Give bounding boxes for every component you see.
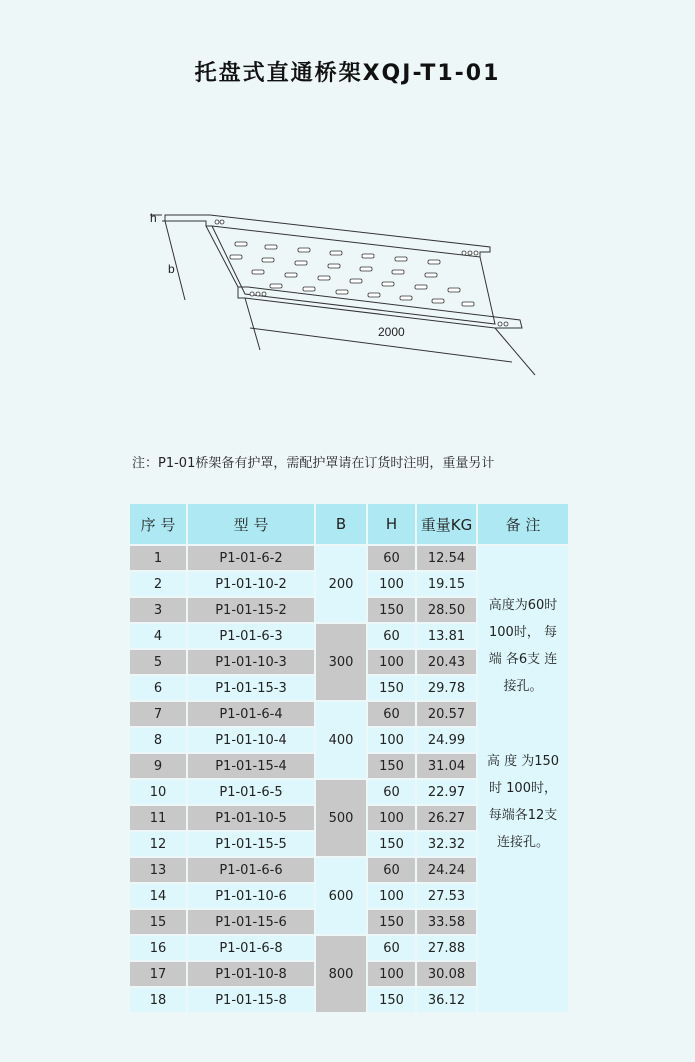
label-b: b	[168, 262, 175, 276]
cell-h: 100	[368, 884, 415, 908]
cell-h: 150	[368, 676, 415, 700]
cell-weight: 26.27	[417, 806, 476, 830]
cell-no: 8	[130, 728, 186, 752]
cell-no: 6	[130, 676, 186, 700]
cell-h: 100	[368, 806, 415, 830]
page-title: 托盘式直通桥架XQJ-T1-01	[194, 61, 501, 86]
cell-h: 100	[368, 650, 415, 674]
table-header-row	[130, 504, 568, 544]
cell-b: 600	[316, 858, 366, 934]
back-rail	[165, 215, 490, 257]
header-remark: 备 注	[478, 504, 568, 544]
cell-h: 60	[368, 936, 415, 960]
cell-weight: 24.24	[417, 858, 476, 882]
cell-weight: 31.04	[417, 754, 476, 778]
cell-no: 1	[130, 546, 186, 570]
cell-model: P1-01-10-8	[188, 962, 314, 986]
cell-weight: 29.78	[417, 676, 476, 700]
remark-line: 接孔。	[503, 679, 543, 694]
cell-model: P1-01-6-6	[188, 858, 314, 882]
cell-no: 16	[130, 936, 186, 960]
remark-line: 高 度 为150	[486, 754, 560, 769]
spec-table	[128, 502, 570, 1014]
cell-model: P1-01-15-5	[188, 832, 314, 856]
remark-line: 高度为60时	[488, 598, 558, 613]
cell-weight: 22.97	[417, 780, 476, 804]
header-model: 型 号	[188, 504, 314, 544]
table-row	[130, 546, 568, 570]
cell-model: P1-01-15-3	[188, 676, 314, 700]
cable-tray-diagram	[140, 200, 550, 390]
remark-line: 连接孔。	[496, 835, 549, 850]
label-h: h	[150, 211, 157, 225]
cell-b: 200	[316, 546, 366, 622]
cell-weight: 20.43	[417, 650, 476, 674]
cell-weight: 27.88	[417, 936, 476, 960]
cell-model: P1-01-10-4	[188, 728, 314, 752]
cell-model: P1-01-6-4	[188, 702, 314, 726]
cell-model: P1-01-10-3	[188, 650, 314, 674]
cell-model: P1-01-10-2	[188, 572, 314, 596]
remark-60-100	[478, 592, 568, 700]
cell-no: 15	[130, 910, 186, 934]
cell-model: P1-01-6-3	[188, 624, 314, 648]
cell-no: 2	[130, 572, 186, 596]
cell-h: 150	[368, 910, 415, 934]
cell-no: 13	[130, 858, 186, 882]
cell-weight: 32.32	[417, 832, 476, 856]
cell-weight: 27.53	[417, 884, 476, 908]
cell-h: 60	[368, 546, 415, 570]
cell-model: P1-01-10-5	[188, 806, 314, 830]
cell-weight: 24.99	[417, 728, 476, 752]
header-weight: 重量KG	[417, 504, 476, 544]
cell-no: 7	[130, 702, 186, 726]
cell-h: 60	[368, 858, 415, 882]
cell-model: P1-01-15-4	[188, 754, 314, 778]
cell-weight: 36.12	[417, 988, 476, 1012]
header-no: 序 号	[130, 504, 186, 544]
cell-no: 4	[130, 624, 186, 648]
remark-line: 端 各6支 连	[488, 652, 558, 667]
cell-no: 17	[130, 962, 186, 986]
cell-model: P1-01-6-2	[188, 546, 314, 570]
cell-weight: 13.81	[417, 624, 476, 648]
cell-no: 18	[130, 988, 186, 1012]
cell-h: 150	[368, 598, 415, 622]
cell-b: 300	[316, 624, 366, 700]
cell-h: 100	[368, 962, 415, 986]
cell-no: 3	[130, 598, 186, 622]
cell-weight: 12.54	[417, 546, 476, 570]
cell-no: 5	[130, 650, 186, 674]
cell-remark	[478, 546, 568, 1012]
cell-weight: 28.50	[417, 598, 476, 622]
cell-model: P1-01-10-6	[188, 884, 314, 908]
remark-line: 时 100时，	[489, 781, 557, 796]
cell-h: 100	[368, 572, 415, 596]
cell-no: 14	[130, 884, 186, 908]
header-b: B	[316, 504, 366, 544]
cell-model: P1-01-6-5	[188, 780, 314, 804]
note-text: 注：P1-01桥架备有护罩，需配护罩请在订货时注明，重量另计	[132, 456, 495, 471]
table-body	[130, 546, 568, 1012]
cell-no: 11	[130, 806, 186, 830]
cell-weight: 30.08	[417, 962, 476, 986]
cell-model: P1-01-15-8	[188, 988, 314, 1012]
cell-no: 12	[130, 832, 186, 856]
cell-no: 10	[130, 780, 186, 804]
remark-line: 每端各12支	[488, 808, 558, 823]
cell-h: 60	[368, 780, 415, 804]
label-length: 2000	[378, 325, 405, 339]
cell-h: 150	[368, 832, 415, 856]
remark-line: 100时， 每	[489, 625, 557, 640]
cell-weight: 33.58	[417, 910, 476, 934]
cell-model: P1-01-15-6	[188, 910, 314, 934]
cell-h: 100	[368, 728, 415, 752]
cell-model: P1-01-15-2	[188, 598, 314, 622]
cell-b: 400	[316, 702, 366, 778]
cell-h: 150	[368, 988, 415, 1012]
header-h: H	[368, 504, 415, 544]
cell-weight: 19.15	[417, 572, 476, 596]
cell-no: 9	[130, 754, 186, 778]
cell-model: P1-01-6-8	[188, 936, 314, 960]
cell-b: 500	[316, 780, 366, 856]
cell-h: 150	[368, 754, 415, 778]
cell-weight: 20.57	[417, 702, 476, 726]
cell-b: 800	[316, 936, 366, 1012]
remark-150	[478, 748, 568, 856]
cell-h: 60	[368, 624, 415, 648]
cell-h: 60	[368, 702, 415, 726]
